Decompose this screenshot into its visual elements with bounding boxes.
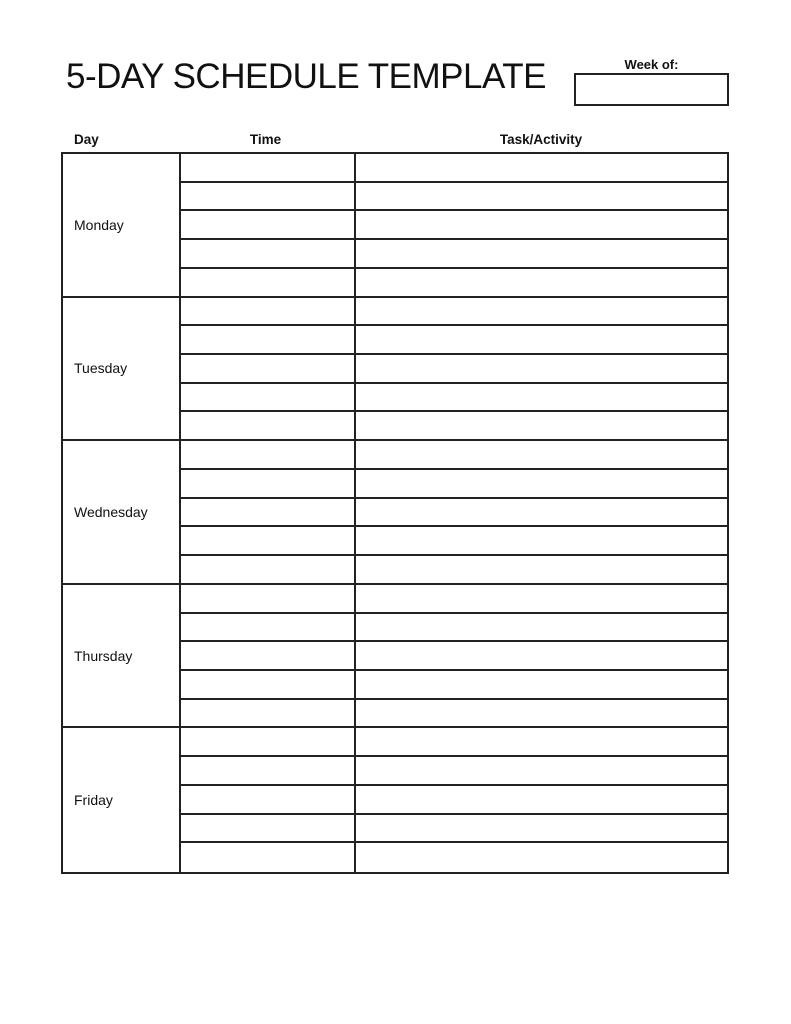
day-cell-friday (63, 728, 179, 872)
task-cell[interactable] (354, 183, 729, 212)
day-cell-tuesday (63, 298, 179, 442)
task-cell[interactable] (354, 211, 729, 240)
time-cell[interactable] (179, 154, 354, 183)
schedule-table (61, 152, 729, 874)
page-title: 5-DAY SCHEDULE TEMPLATE (66, 57, 546, 96)
task-cell[interactable] (354, 326, 729, 355)
time-cell[interactable] (179, 728, 354, 757)
time-cell[interactable] (179, 211, 354, 240)
time-cell[interactable] (179, 240, 354, 269)
time-cell[interactable] (179, 614, 354, 643)
time-cell[interactable] (179, 815, 354, 844)
task-cell[interactable] (354, 642, 729, 671)
task-cell[interactable] (354, 585, 729, 614)
time-cell[interactable] (179, 527, 354, 556)
time-cell[interactable] (179, 470, 354, 499)
day-label: Tuesday (74, 360, 128, 377)
task-cell[interactable] (354, 441, 729, 470)
task-cell[interactable] (354, 843, 729, 872)
time-cell[interactable] (179, 700, 354, 729)
task-cell[interactable] (354, 355, 729, 384)
time-cell[interactable] (179, 384, 354, 413)
task-cell[interactable] (354, 240, 729, 269)
task-cell[interactable] (354, 154, 729, 183)
time-cell[interactable] (179, 499, 354, 528)
task-cell[interactable] (354, 527, 729, 556)
time-cell[interactable] (179, 843, 354, 872)
day-label: Friday (74, 792, 113, 809)
week-of-label: Week of: (624, 57, 679, 72)
day-cell-wednesday (63, 441, 179, 585)
task-cell[interactable] (354, 786, 729, 815)
day-label: Wednesday (74, 503, 148, 520)
column-header-day: Day (74, 132, 99, 147)
task-cell[interactable] (354, 384, 729, 413)
time-cell[interactable] (179, 757, 354, 786)
day-label: Thursday (74, 647, 133, 664)
day-label: Monday (74, 216, 124, 233)
time-cell[interactable] (179, 412, 354, 441)
task-cell[interactable] (354, 671, 729, 700)
task-cell[interactable] (354, 728, 729, 757)
time-cell[interactable] (179, 326, 354, 355)
task-cell[interactable] (354, 700, 729, 729)
time-cell[interactable] (179, 298, 354, 327)
time-cell[interactable] (179, 183, 354, 212)
task-cell[interactable] (354, 499, 729, 528)
time-cell[interactable] (179, 786, 354, 815)
task-cell[interactable] (354, 470, 729, 499)
time-cell[interactable] (179, 671, 354, 700)
time-cell[interactable] (179, 441, 354, 470)
day-cell-thursday (63, 585, 179, 729)
task-cell[interactable] (354, 815, 729, 844)
column-header-task: Task/Activity (499, 132, 583, 147)
time-cell[interactable] (179, 556, 354, 585)
task-cell[interactable] (354, 614, 729, 643)
day-cell-monday (63, 154, 179, 298)
time-cell[interactable] (179, 585, 354, 614)
time-cell[interactable] (179, 355, 354, 384)
task-cell[interactable] (354, 412, 729, 441)
column-header-time: Time (249, 132, 282, 147)
task-cell[interactable] (354, 757, 729, 786)
time-cell[interactable] (179, 269, 354, 298)
task-cell[interactable] (354, 298, 729, 327)
week-of-field[interactable] (574, 73, 729, 106)
task-cell[interactable] (354, 556, 729, 585)
task-cell[interactable] (354, 269, 729, 298)
time-cell[interactable] (179, 642, 354, 671)
